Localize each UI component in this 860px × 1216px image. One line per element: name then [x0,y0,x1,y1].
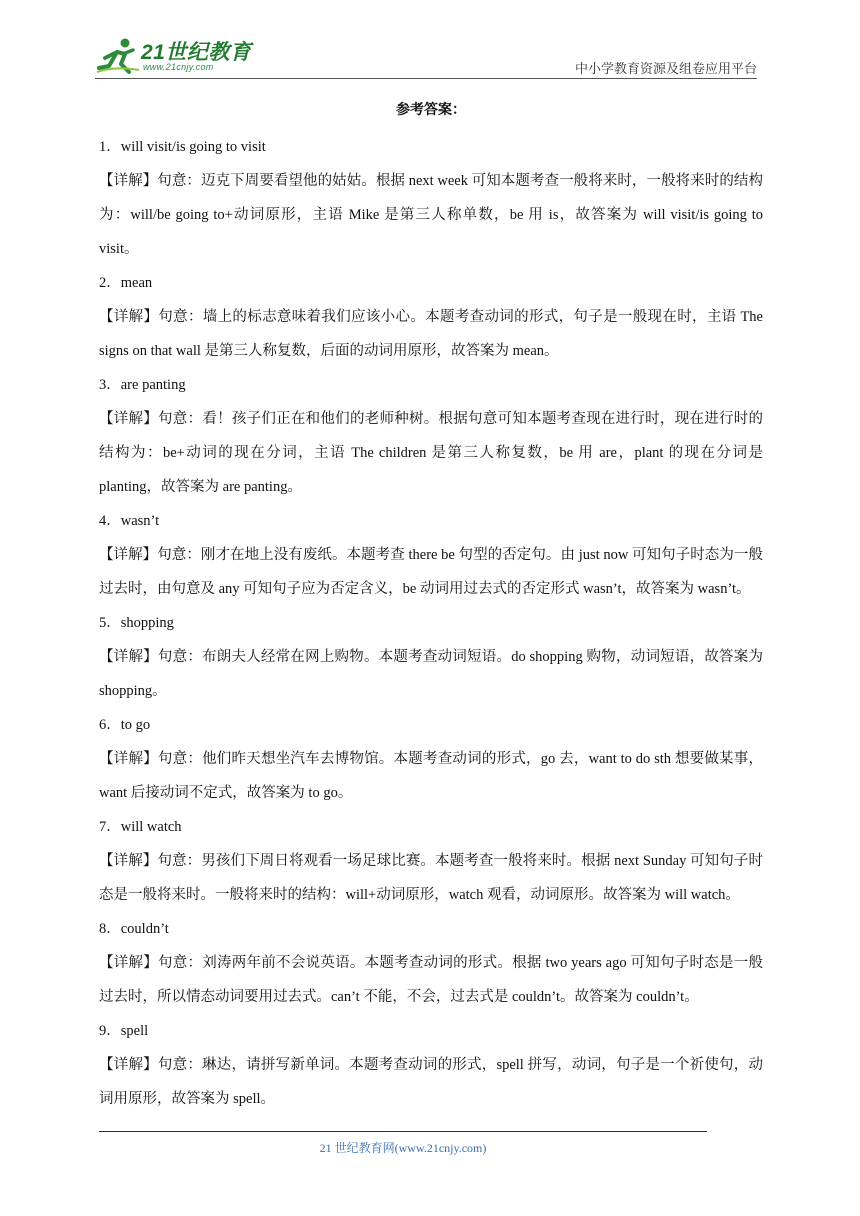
answer-explanation: 【详解】句意：布朗夫人经常在网上购物。本题考查动词短语。do shopping 购物，动词短语，故答案为 shopping。 [99,649,763,699]
site-logo[interactable] [95,36,265,76]
answer-explanation: 【详解】句意：他们昨天想坐汽车去博物馆。本题考查动词的形式，go 去，want to do sth 想要做某事，want 后接动词不定式，故答案为 to go。 [99,751,763,801]
answer-explanation: 【详解】句意：男孩们下周日将观看一场足球比赛。本题考查一般将来时。根据 next Sunday 可知句子时态是一般将来时。一般将来时的结构：will+动词原形，watch 观看，动词原形。故答案为 will watch。 [99,853,763,903]
answer-section [99,100,763,1116]
answer-explanation: 【详解】句意：刘涛两年前不会说英语。本题考查动词的形式。根据 two years ago 可知句子时态是一般过去时，所以情态动词要用过去式。can’t 不能，不会，过去式是 couldn’t。故答案为 couldn’t。 [99,955,763,1005]
answer-item [99,912,763,1014]
answer-item [99,504,763,606]
answer-explanation: 【详解】句意：刚才在地上没有废纸。本题考查 there be 句型的否定句。由 just now 可知句子时态为一般过去时，由句意及 any 可知句子应为否定含义，be 动词用过去式的否定形式 wasn’t，故答案为 wasn’t。 [99,547,763,597]
answer-item [99,810,763,912]
answer-text: 3．are panting [99,377,186,393]
logo-title: 21世纪教育 [141,41,252,64]
answer-explanation: 【详解】句意：看！孩子们正在和他们的老师种树。根据句意可知本题考查现在进行时，现在进行时的结构为：be+动词的现在分词，主语 The children 是第三人称复数，be 用 are，plant 的现在分词是 planting，故答案为 are panting。 [99,411,763,495]
platform-name: 中小学教育资源及组卷应用平台 [574,62,757,77]
answer-text: 9．spell [99,1023,149,1039]
answer-explanation: 【详解】句意：墙上的标志意味着我们应该小心。本题考查动词的形式，句子是一般现在时，主语 The signs on that wall 是第三人称复数，后面的动词用原形，故答案为 mean。 [99,309,763,359]
answer-text: 2．mean [99,275,153,291]
answer-item [99,1014,763,1116]
footer-link[interactable]: 21 世纪教育网(www.21cnjy.com) [319,1141,487,1155]
answer-item [99,368,763,504]
answer-text: 4．wasn’t [99,513,160,529]
section-title: 参考答案： [396,102,466,118]
header-divider [95,78,757,79]
footer-divider [99,1131,707,1132]
answer-text: 1．will visit/is going to visit [99,139,266,155]
runner-icon [95,36,141,76]
answer-item [99,708,763,810]
answer-explanation: 【详解】句意：迈克下周要看望他的姑姑。根据 next week 可知本题考查一般将来时，一般将来时的结构为：will/be going to+动词原形，主语 Mike 是第三人称单数，be 用 is，故答案为 will visit/is going to visit。 [99,173,763,257]
page-header [95,30,757,80]
answer-text: 7．will watch [99,819,182,835]
answer-explanation: 【详解】句意：琳达，请拼写新单词。本题考查动词的形式，spell 拼写，动词，句子是一个祈使句，动词用原形，故答案为 spell。 [99,1057,763,1107]
logo-url: www.21cnjy.com [143,62,214,72]
answer-item [99,266,763,368]
answer-text: 5．shopping [99,615,174,631]
answer-text: 8．couldn’t [99,921,169,937]
answer-item [99,130,763,266]
answer-text: 6．to go [99,717,151,733]
answer-item [99,606,763,708]
